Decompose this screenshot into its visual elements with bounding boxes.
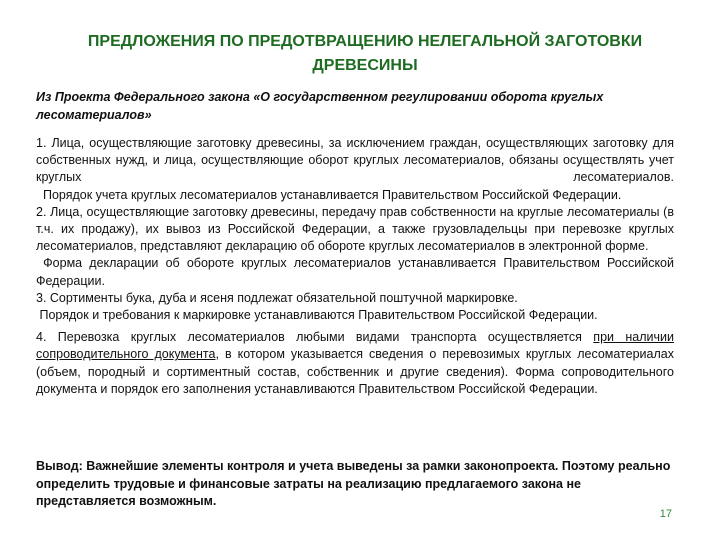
item-1-note <box>36 187 674 204</box>
page-title <box>40 30 690 78</box>
item-3: 3. Сортименты бука, дуба и ясеня подлежат обязательной поштучной маркировке. <box>36 290 518 305</box>
source-reference: Из Проекта Федерального закона «О государственном регулировании оборота круглых лесоматериалов» <box>36 90 604 122</box>
proposals-body <box>36 135 674 398</box>
item-2-note-text: Форма декларации об обороте круглых лесоматериалов устанавливается Правительством Российской Федерации. <box>36 256 674 288</box>
item-4-end: , в котором указывается сведения о перевозимых круглых лесоматериалах (объем, породный и сортиментный состав, собственник и другие сведения). Форма сопроводительного документа и порядок его заполнения устанавливаются Правительством Российской Федерации. <box>36 347 674 396</box>
item-4-underlined: при наличии сопроводительного документа <box>36 330 674 362</box>
page-title-line-2: ДРЕВЕСИНЫ <box>312 57 418 74</box>
page-title-line-1: ПРЕДЛОЖЕНИЯ ПО ПРЕДОТВРАЩЕНИЮ НЕЛЕГАЛЬНОЙ ЗАГОТОВКИ <box>87 33 643 50</box>
item-4 <box>36 329 674 398</box>
item-1-note-text: Порядок учета круглых лесоматериалов устанавливается Правительством Российской Федерации. <box>42 187 622 202</box>
item-1: 1. Лица, осуществляющие заготовку древесины, за исключением граждан, осуществляющих заготовку для собственных нужд, и лица, осуществляющие оборот круглых лесоматериалов, обязаны осуществлять учет круглых лесоматериалов. <box>36 136 674 185</box>
page-number: 17 <box>659 508 672 520</box>
item-4-start: 4. Перевозка круглых лесоматериалов любыми видами транспорта осуществляется <box>36 330 594 345</box>
item-3-note-text: Порядок и требования к маркировке устанавливаются Правительством Российской Федерации. <box>39 308 598 323</box>
item-3-note <box>36 307 674 324</box>
item-2-note <box>36 255 674 289</box>
conclusion: Вывод: Важнейшие элементы контроля и учета выведены за рамки законопроекта. Поэтому реально определить трудовые и финансовые затраты на реализацию предлагаемого закона не представляется возможным. <box>36 459 671 508</box>
item-2: 2. Лица, осуществляющие заготовку древесины, передачу прав собственности на круглые лесоматериалы (в т.ч. их продажу), их вывоз из Российской Федерации, а также грузовладельцы при перевозке круглых лесоматериалов, представляют декларацию об обороте круглых лесоматериалов в электронной форме. <box>36 204 674 254</box>
